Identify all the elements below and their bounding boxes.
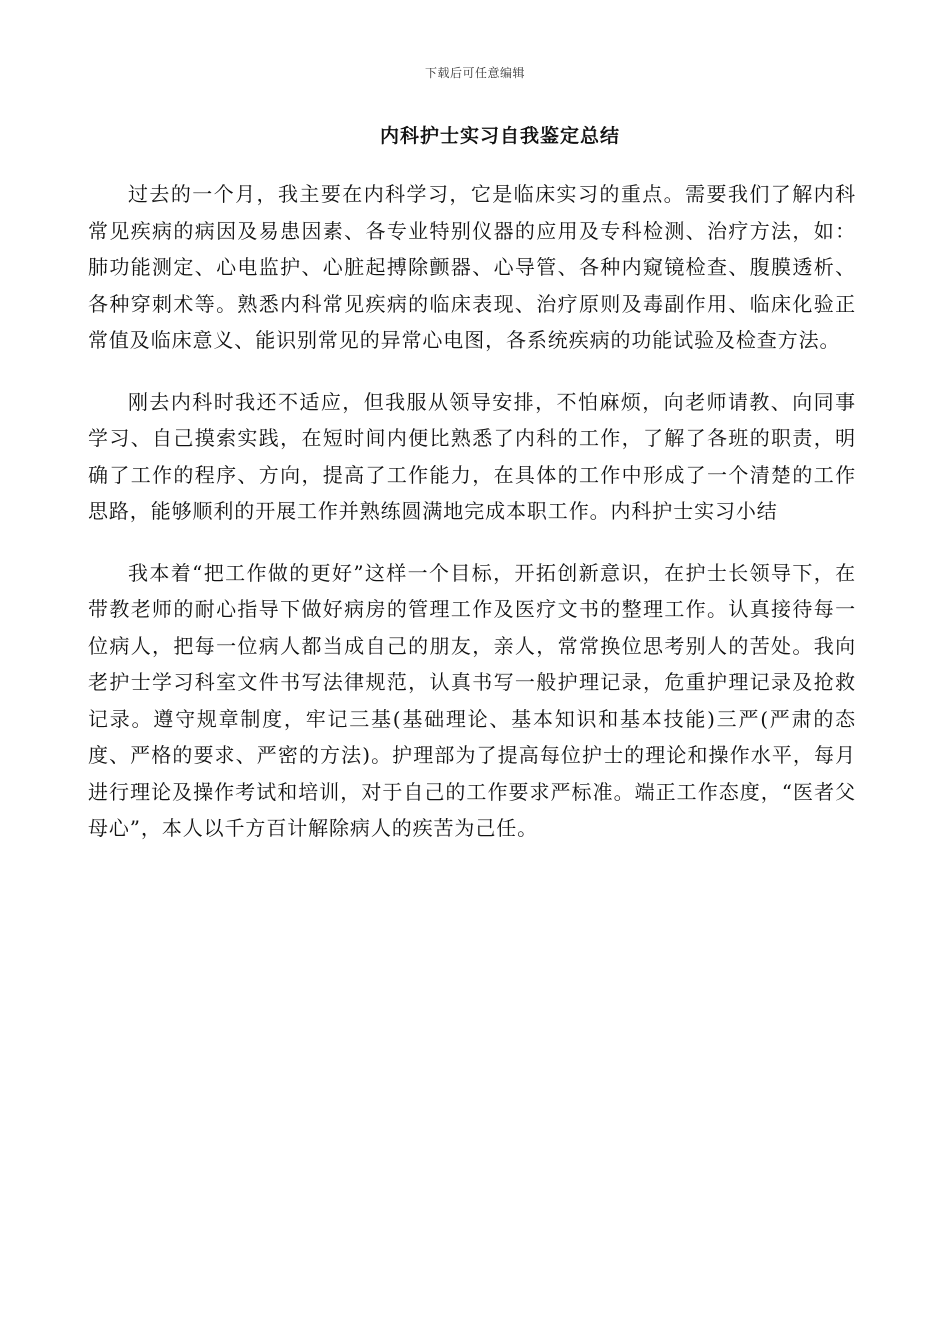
header-note: 下载后可任意编辑 [424,66,525,80]
paragraph-1: 过去的一个月，我主要在内科学习，它是临床实习的重点。需要我们了解内科常见疾病的病因及易患因素、各专业特别仪器的应用及专科检测、治疗方法，如：肺功能测定、心电监护、心脏起搏除颤器、心导管、各种内窥镜检查、腹膜透析、各种穿刺术等。熟悉内科常见疾病的临床表现、治疗原则及毒副作用、临床化验正常值及临床意义、能识别常见的异常心电图，各系统疾病的功能试验及检查方法。 [88,182,856,352]
paragraph-3: 我本着“把工作做的更好”这样一个目标，开拓创新意识，在护士长领导下，在带教老师的耐心指导下做好病房的管理工作及医疗文书的整理工作。认真接待每一位病人，把每一位病人都当成自己的朋友，亲人，常常换位思考别人的苦处。我向老护士学习科室文件书写法律规范，认真书写一般护理记录，危重护理记录及抢救记录。遵守规章制度，牢记三基(基础理论、基本知识和基本技能)三严(严肃的态度、严格的要求、严密的方法)。护理部为了提高每位护士的理论和操作水平，每月进行理论及操作考试和培训，对于自己的工作要求严标准。端正工作态度，“医者父母心”，本人以千方百计解除病人的疾苦为己任。 [88,560,856,840]
paragraph-2: 刚去内科时我还不适应，但我服从领导安排，不怕麻烦，向老师请教、向同事学习、自己摸索实践，在短时间内便比熟悉了内科的工作，了解了各班的职责，明确了工作的程序、方向，提高了工作能力，在具体的工作中形成了一个清楚的工作思路，能够顺利的开展工作并熟练圆满地完成本职工作。内科护士实习小结 [88,389,856,523]
document-title: 内科护士实习自我鉴定总结 [379,125,620,147]
document-body [88,176,856,847]
